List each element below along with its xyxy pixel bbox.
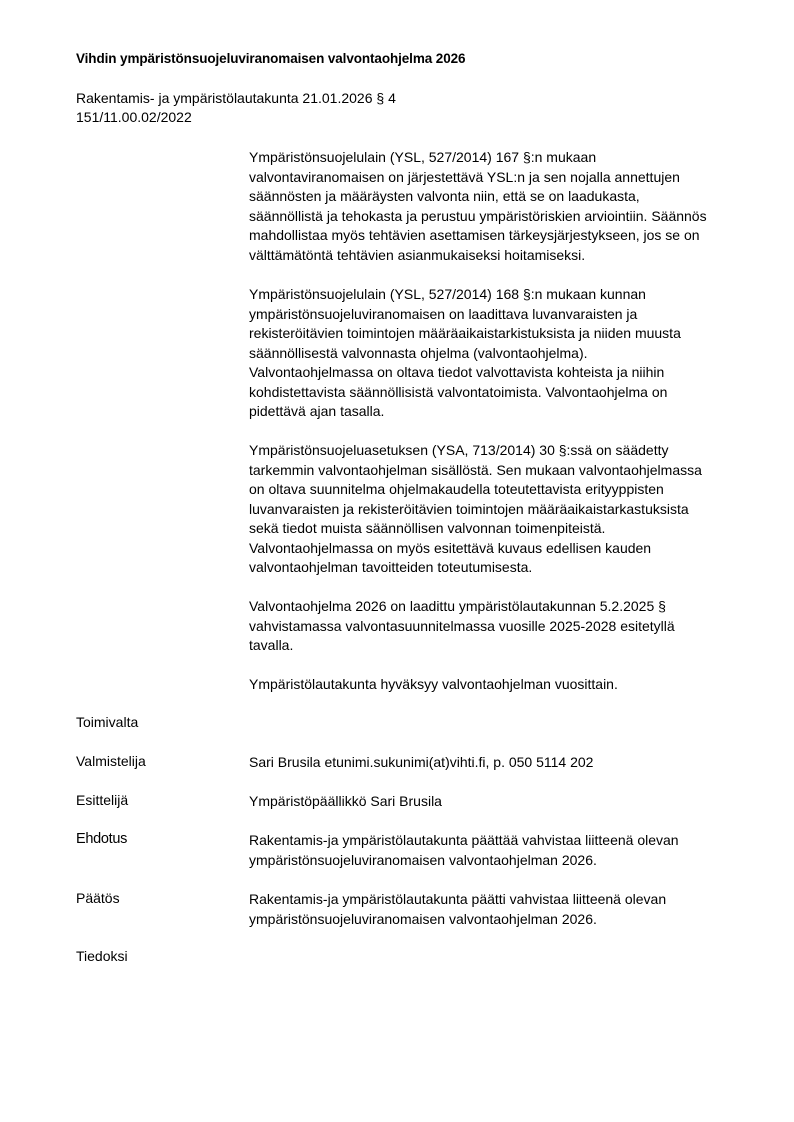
- value-valmistelija: Sari Brusila etunimi.sukunimi(at)vihti.fi, p. 050 5114 202: [249, 754, 594, 770]
- text-line: valvontaviranomaisen on järjestettävä YSL:n ja sen nojalla annettujen: [249, 168, 680, 185]
- meeting-line: Rakentamis- ja ympäristölautakunta 21.01.2026 § 4: [76, 90, 396, 106]
- text-line: Rakentamis-ja ympäristölautakunta päätti vahvistaa liitteenä olevan: [249, 891, 667, 907]
- text-line: pidettävä ajan tasalla.: [249, 403, 385, 419]
- label-ehdotus: Ehdotus: [76, 831, 128, 847]
- paragraph-approval: [249, 675, 749, 695]
- text-line: Rakentamis-ja ympäristölautakunta päättää vahvistaa liitteenä olevan: [249, 832, 679, 848]
- text-line: Ympäristönsuojelulain (YSL, 527/2014) 168 §:n mukaan kunnan: [249, 286, 646, 302]
- text-line: säännöllistä ja tehokasta ja perustuu ympäristöriskien arviointiin. Säännös: [249, 207, 707, 224]
- label-paatos: Päätös: [76, 890, 120, 906]
- paragraph-ysl-168: [249, 285, 749, 422]
- text-line: rekisteröitävien toimintojen määräaikaistarkistuksista ja niiden muusta: [249, 325, 681, 341]
- paragraph-ysl-167: [249, 148, 749, 265]
- text-line: tavalla.: [249, 637, 294, 653]
- text-line: tarkemmin valvontaohjelman sisällöstä. Sen mukaan valvontaohjelmassa: [249, 461, 702, 478]
- text-line: Valvontaohjelma 2026 on laadittu ympäristölautakunnan 5.2.2025 §: [249, 598, 666, 614]
- label-esittelija: Esittelijä: [76, 792, 129, 808]
- text-line: ympäristönsuojeluviranomaisen on laadittava luvanvaraisten ja: [249, 305, 638, 322]
- value-paatos: [249, 890, 666, 929]
- text-line: sekä tiedot muista säännöllisen valvonnan toimenpiteistä.: [249, 520, 606, 536]
- text-line: säännösten ja määräysten valvonta niin, että se on laadukasta,: [249, 188, 640, 204]
- text-line: on oltava suunnitelma ohjelmakaudella toteutettavista erityyppisten: [249, 481, 664, 497]
- paragraph-ysa-30: [249, 441, 749, 578]
- text-line: kohdistettavista säännöllisistä valvontatoimista. Valvontaohjelma on: [249, 383, 668, 400]
- text-line: säännöllisestä valvonnasta ohjelma (valvontaohjelma).: [249, 344, 588, 361]
- text-line: ympäristönsuojeluviranomaisen valvontaohjelman 2026.: [249, 851, 597, 868]
- label-tiedoksi: Tiedoksi: [76, 948, 128, 964]
- text-line: Valvontaohjelmassa on oltava tiedot valvottavista kohteista ja niihin: [249, 364, 665, 380]
- text-line: ympäristönsuojeluviranomaisen valvontaohjelman 2026.: [249, 910, 597, 927]
- text-line: valvontaohjelman tavoitteiden toteutumisesta.: [249, 559, 533, 575]
- text-line: Ympäristönsuojeluasetuksen (YSA, 713/2014) 30 §:ssä on säädetty: [249, 442, 669, 458]
- value-esittelija: Ympäristöpäällikkö Sari Brusila: [249, 793, 442, 809]
- paragraph-valvontaohjelma-2026: [249, 597, 749, 656]
- text-line: vahvistamassa valvontasuunnitelmassa vuosille 2025-2028 esitetyllä: [249, 617, 675, 634]
- document-title: Vihdin ympäristönsuojeluviranomaisen valvontaohjelma 2026: [76, 51, 466, 66]
- label-valmistelija: Valmistelija: [76, 753, 146, 769]
- reference-number: 151/11.00.02/2022: [76, 109, 192, 125]
- text-line: Ympäristönsuojelulain (YSL, 527/2014) 167 §:n mukaan: [249, 149, 597, 165]
- value-ehdotus: [249, 831, 679, 870]
- text-line: Ympäristölautakunta hyväksyy valvontaohjelman vuosittain.: [249, 676, 618, 692]
- text-line: välttämätöntä tehtävien asianmukaiseksi hoitamiseksi.: [249, 246, 586, 263]
- text-line: mahdollistaa myös tehtävien asettamisen tärkeysjärjestykseen, jos se on: [249, 227, 700, 243]
- text-line: Valvontaohjelmassa on myös esitettävä kuvaus edellisen kauden: [249, 539, 652, 556]
- text-line: luvanvaraisten ja rekisteröitävien toimintojen määräaikaistarkastuksista: [249, 500, 689, 517]
- label-toimivalta: Toimivalta: [76, 714, 139, 730]
